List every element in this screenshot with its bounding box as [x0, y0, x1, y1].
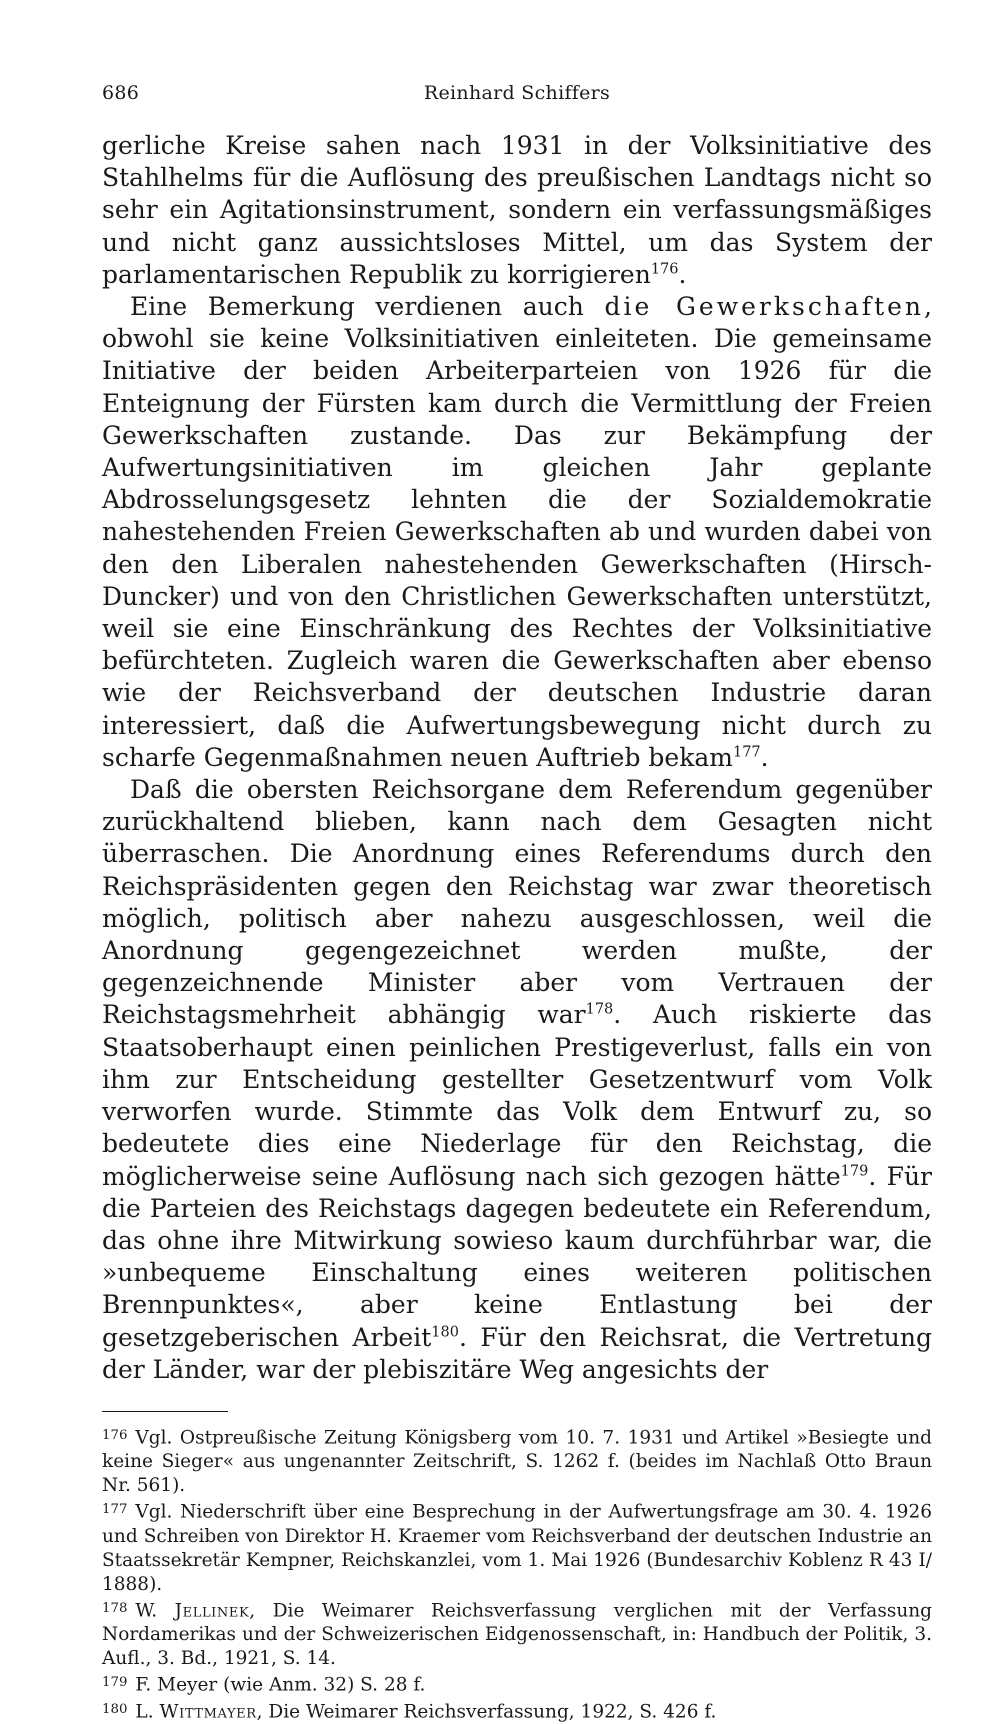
footnote-177 — [102, 1498, 932, 1596]
paragraph-2 — [102, 291, 932, 774]
footnote-text: , Die Weimarer Reichsverfassung verglichen mit der Verfassung Nordamerikas und der Schweizerischen Eidgenossenschaft, in: Handbuch der Politik, 3. Aufl., 3. Bd., 1921, S. 14. — [102, 1600, 932, 1670]
footnotes — [102, 1424, 932, 1724]
footnote-ref-179: 179 — [840, 1163, 869, 1180]
footnote-176 — [102, 1424, 932, 1498]
footnote-text: Vgl. Ostpreußische Zeitung Königsberg vom 10. 7. 1931 und Artikel »Besiegte und keine Sieger« aus ungenannter Zeitschrift, S. 1262 f. (beides im Nachlaß Otto Braun Nr. 561). — [102, 1427, 932, 1497]
footnote-number: 180 — [102, 1701, 128, 1717]
paragraph-2-start: Eine Bemerkung verdienen auch — [130, 292, 605, 322]
paragraph-2-end: . — [760, 742, 769, 772]
running-head — [102, 82, 932, 116]
footnote-author: Jellinek — [174, 1600, 250, 1622]
page-number: 686 — [102, 82, 140, 104]
footnote-ref-177: 177 — [732, 744, 761, 761]
paragraph-2-emphasis: die Gewerkschaften — [604, 292, 925, 322]
footnote-author-initial: L. — [135, 1701, 160, 1723]
footnote-text: F. Meyer (wie Anm. 32) S. 28 f. — [135, 1674, 426, 1696]
footnote-number: 178 — [102, 1600, 128, 1616]
footnote-number: 179 — [102, 1674, 128, 1690]
footnote-179 — [102, 1671, 932, 1698]
footnote-180 — [102, 1698, 932, 1724]
footnote-text: , Die Weimarer Reichsverfassung, 1922, S. 426 f. — [256, 1701, 717, 1723]
footnote-number: 176 — [102, 1427, 128, 1443]
paragraph-3-text-2: . Auch riskierte das Staatsoberhaupt einen peinlichen Prestigeverlust, falls ein von ihm zur Entscheidung gestellter Gesetzentwurf vom Volk verworfen wurde. Stimmte das Volk dem Entwurf zu, so bedeutete dies eine Niederlage für den Reichstag, die möglicherweise seine Auflösung nach sich gezogen hätte — [102, 1000, 932, 1191]
footnote-ref-178: 178 — [585, 1002, 614, 1019]
paragraph-1-end: . — [678, 259, 687, 289]
footnote-author: Wittmayer — [159, 1701, 257, 1723]
book-page — [102, 82, 932, 1724]
running-head-author: Reinhard Schiffers — [423, 82, 611, 104]
main-text — [102, 130, 932, 1386]
paragraph-1 — [102, 130, 932, 291]
paragraph-2-text: , obwohl sie keine Volksinitiativen einleiteten. Die gemeinsame Initiative der beiden Arbeiterparteien von 1926 für die Enteignung der Fürsten kam durch die Vermittlung der Freien Gewerkschaften zustande. Das zur Bekämpfung der Aufwertungsinitiativen im gleichen Jahr geplante Abdrosselungsgesetz lehnten die der Sozialdemokratie nahestehenden Freien Gewerkschaften ab und wurden dabei von den den Liberalen nahestehenden Gewerkschaften (Hirsch-Duncker) und von den Christlichen Gewerkschaften unterstützt, weil sie eine Einschränkung des Rechtes der Volksinitiative befürchteten. Zugleich waren die Gewerkschaften aber ebenso wie der Reichsverband der deutschen Industrie daran interessiert, daß die Aufwertungsbewegung nicht durch zu scharfe Gegenmaßnahmen neuen Auftrieb bekam — [102, 292, 932, 772]
paragraph-3-text-3: . Für die Parteien des Reichstags dagegen bedeutete ein Referendum, das ohne ihre Mitwirkung sowieso kaum durchführbar war, die »unbequeme Einschaltung eines weiteren politischen Brennpunktes«, aber keine Entlastung bei der gesetzgeberischen Arbeit — [102, 1161, 932, 1352]
footnote-178 — [102, 1597, 932, 1671]
footnote-ref-176: 176 — [650, 261, 679, 278]
footnote-ref-180: 180 — [431, 1324, 459, 1341]
paragraph-3 — [102, 774, 932, 1386]
footnote-number: 177 — [102, 1502, 128, 1518]
footnote-author-initial: W. — [135, 1600, 175, 1622]
footnote-text: Vgl. Niederschrift über eine Besprechung in der Aufwertungsfrage am 30. 4. 1926 und Schreiben von Direktor H. Kraemer vom Reichsverband der deutschen Industrie an Staatssekretär Kempner, Reichskanzlei, vom 1. Mai 1926 (Bundesarchiv Koblenz R 43 I/ 1888). — [102, 1501, 932, 1595]
paragraph-1-text: gerliche Kreise sahen nach 1931 in der Volksinitiative des Stahlhelms für die Auflösung des preußischen Landtags nicht so sehr ein Agitationsinstrument, sondern ein verfassungsmäßiges und nicht ganz aussichtsloses Mittel, um das System der parlamentarischen Republik zu korrigieren — [102, 131, 932, 289]
paragraph-3-text-1: Daß die obersten Reichsorgane dem Referendum gegenüber zurückhaltend blieben, kann nach dem Gesagten nicht überraschen. Die Anordnung eines Referendums durch den Reichspräsidenten gegen den Reichstag war zwar theoretisch möglich, politisch aber nahezu ausgeschlossen, weil die Anordnung gegengezeichnet werden mußte, der gegenzeichnende Minister aber vom Vertrauen der Reichstagsmehrheit abhängig war — [102, 775, 932, 1030]
footnote-divider — [102, 1411, 228, 1412]
paragraph-3-text-4: . Für den Reichsrat, die Vertretung der Länder, war der plebiszitäre Weg angesichts der — [102, 1322, 933, 1384]
